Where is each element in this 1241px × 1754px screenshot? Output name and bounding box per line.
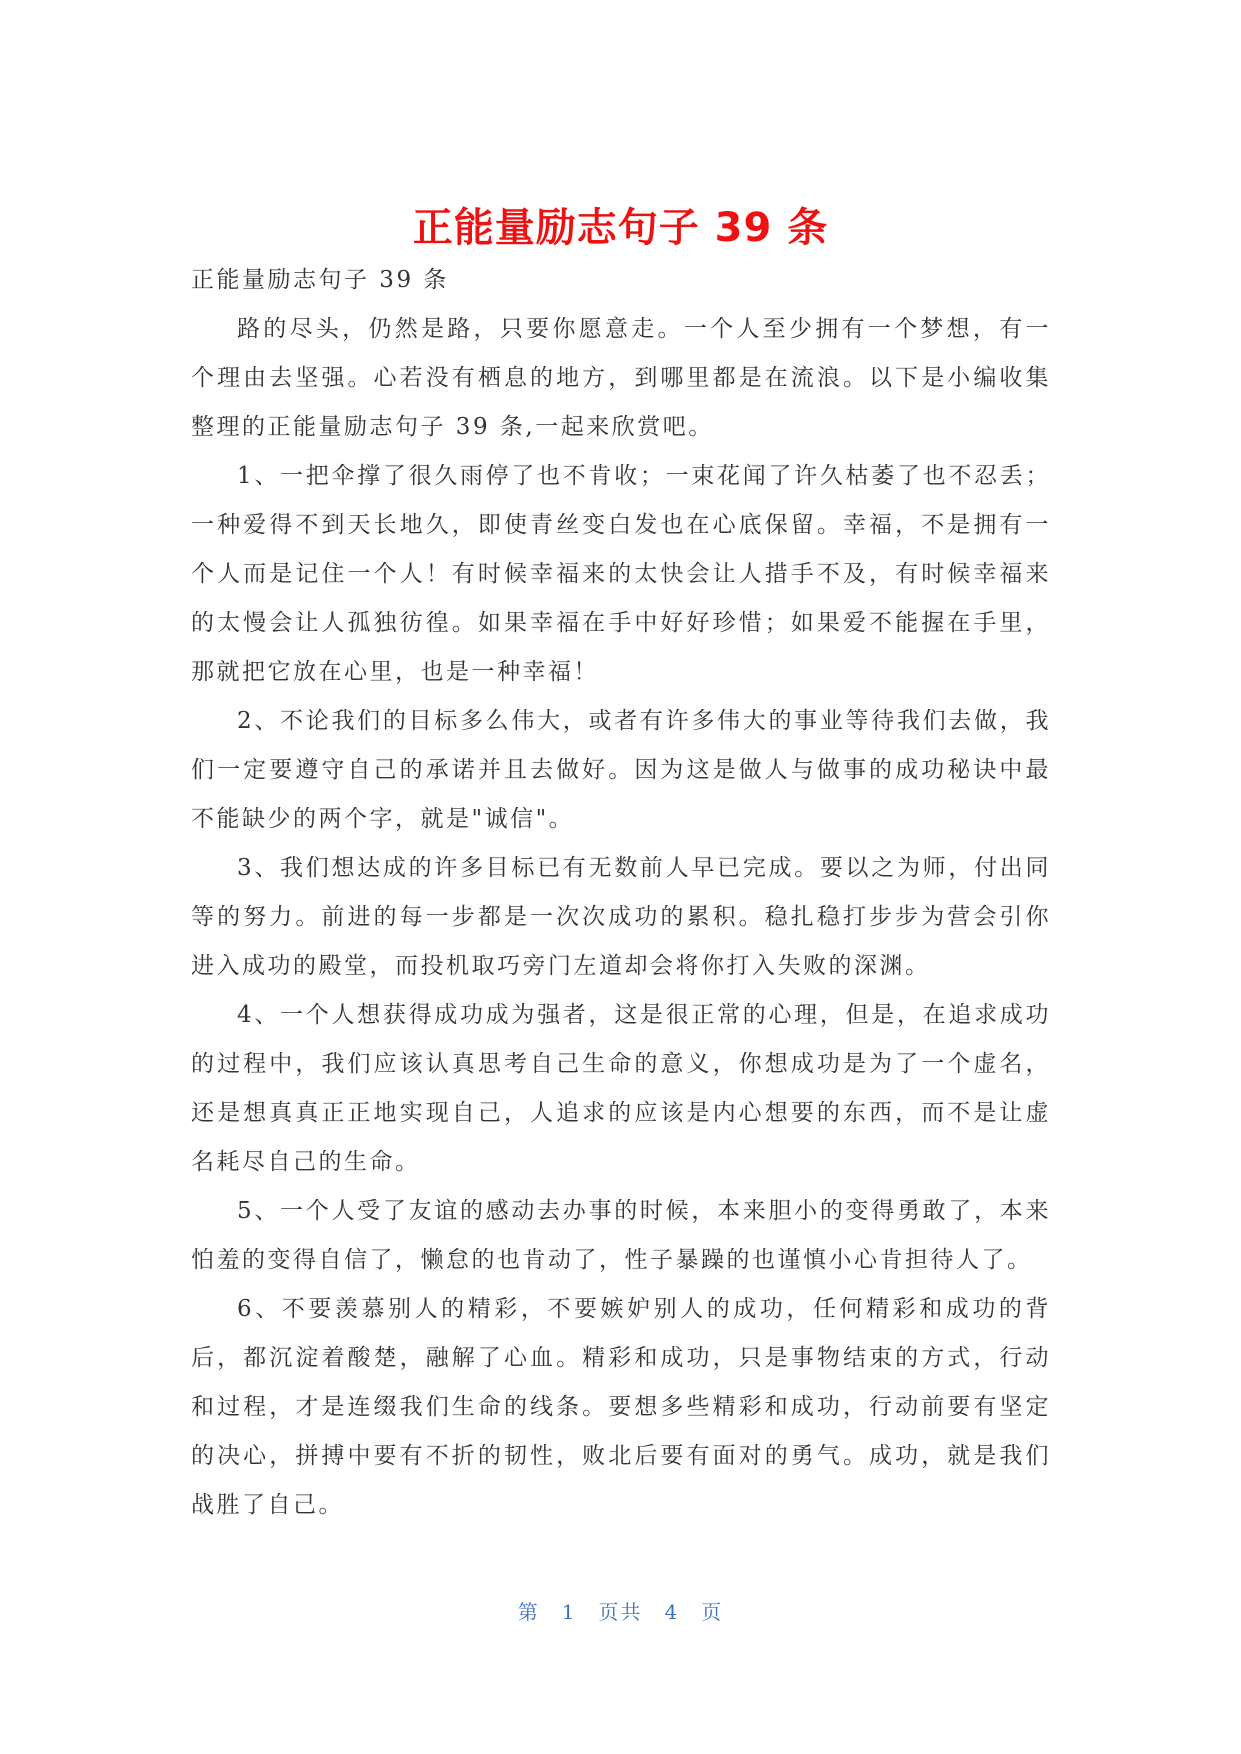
page-footer: [0, 1596, 1241, 1625]
footer-prefix: 第: [517, 1600, 540, 1624]
paragraph-item-4: 4、一个人想获得成功成为强者，这是很正常的心理，但是，在追求成功的过程中，我们应该认真思考自己生命的意义，你想成功是为了一个虚名，还是想真真正正地实现自己，人追求的应该是内心想要的东西，而不是让虚名耗尽自己的生命。: [191, 1002, 1051, 1175]
page-title: 正能量励志句子 39 条: [412, 205, 829, 251]
intro-paragraph: 路的尽头，仍然是路，只要你愿意走。一个人至少拥有一个梦想，有一个理由去坚强。心若没有栖息的地方，到哪里都是在流浪。以下是小编收集整理的正能量励志句子 39 条,一起来欣赏吧。: [191, 316, 1051, 440]
document-subtitle: 正能量励志句子 39 条: [191, 267, 449, 293]
footer-current-page: 1: [561, 1600, 577, 1624]
footer-suffix: 页: [701, 1600, 724, 1624]
footer-total-pages: 4: [664, 1600, 680, 1624]
paragraph-item-2: 2、不论我们的目标多么伟大，或者有许多伟大的事业等待我们去做，我们一定要遵守自己的承诺并且去做好。因为这是做人与做事的成功秘诀中最不能缺少的两个字，就是"诚信"。: [191, 708, 1051, 832]
footer-middle: 页共: [598, 1600, 643, 1624]
paragraph-item-1: 1、一把伞撑了很久雨停了也不肯收；一束花闻了许久枯萎了也不忍丢；一种爱得不到天长地久，即使青丝变白发也在心底保留。幸福，不是拥有一个人而是记住一个人！有时候幸福来的太快会让人措手不及，有时候幸福来的太慢会让人孤独彷徨。如果幸福在手中好好珍惜；如果爱不能握在手里，那就把它放在心里，也是一种幸福！: [191, 463, 1051, 685]
paragraph-item-6: 6、不要羡慕别人的精彩，不要嫉妒别人的成功，任何精彩和成功的背后，都沉淀着酸楚，融解了心血。精彩和成功，只是事物结束的方式，行动和过程，才是连缀我们生命的线条。要想多些精彩和成功，行动前要有坚定的决心，拼搏中要有不折的韧性，败北后要有面对的勇气。成功，就是我们战胜了自己。: [191, 1296, 1051, 1518]
paragraph-item-3: 3、我们想达成的许多目标已有无数前人早已完成。要以之为师，付出同等的努力。前进的每一步都是一次次成功的累积。稳扎稳打步步为营会引你进入成功的殿堂，而投机取巧旁门左道却会将你打入失败的深渊。: [191, 855, 1051, 979]
document-body: [191, 256, 1051, 1530]
paragraph-item-5: 5、一个人受了友谊的感动去办事的时候，本来胆小的变得勇敢了，本来怕羞的变得自信了，懒怠的也肯动了，性子暴躁的也谨慎小心肯担待人了。: [191, 1198, 1051, 1273]
